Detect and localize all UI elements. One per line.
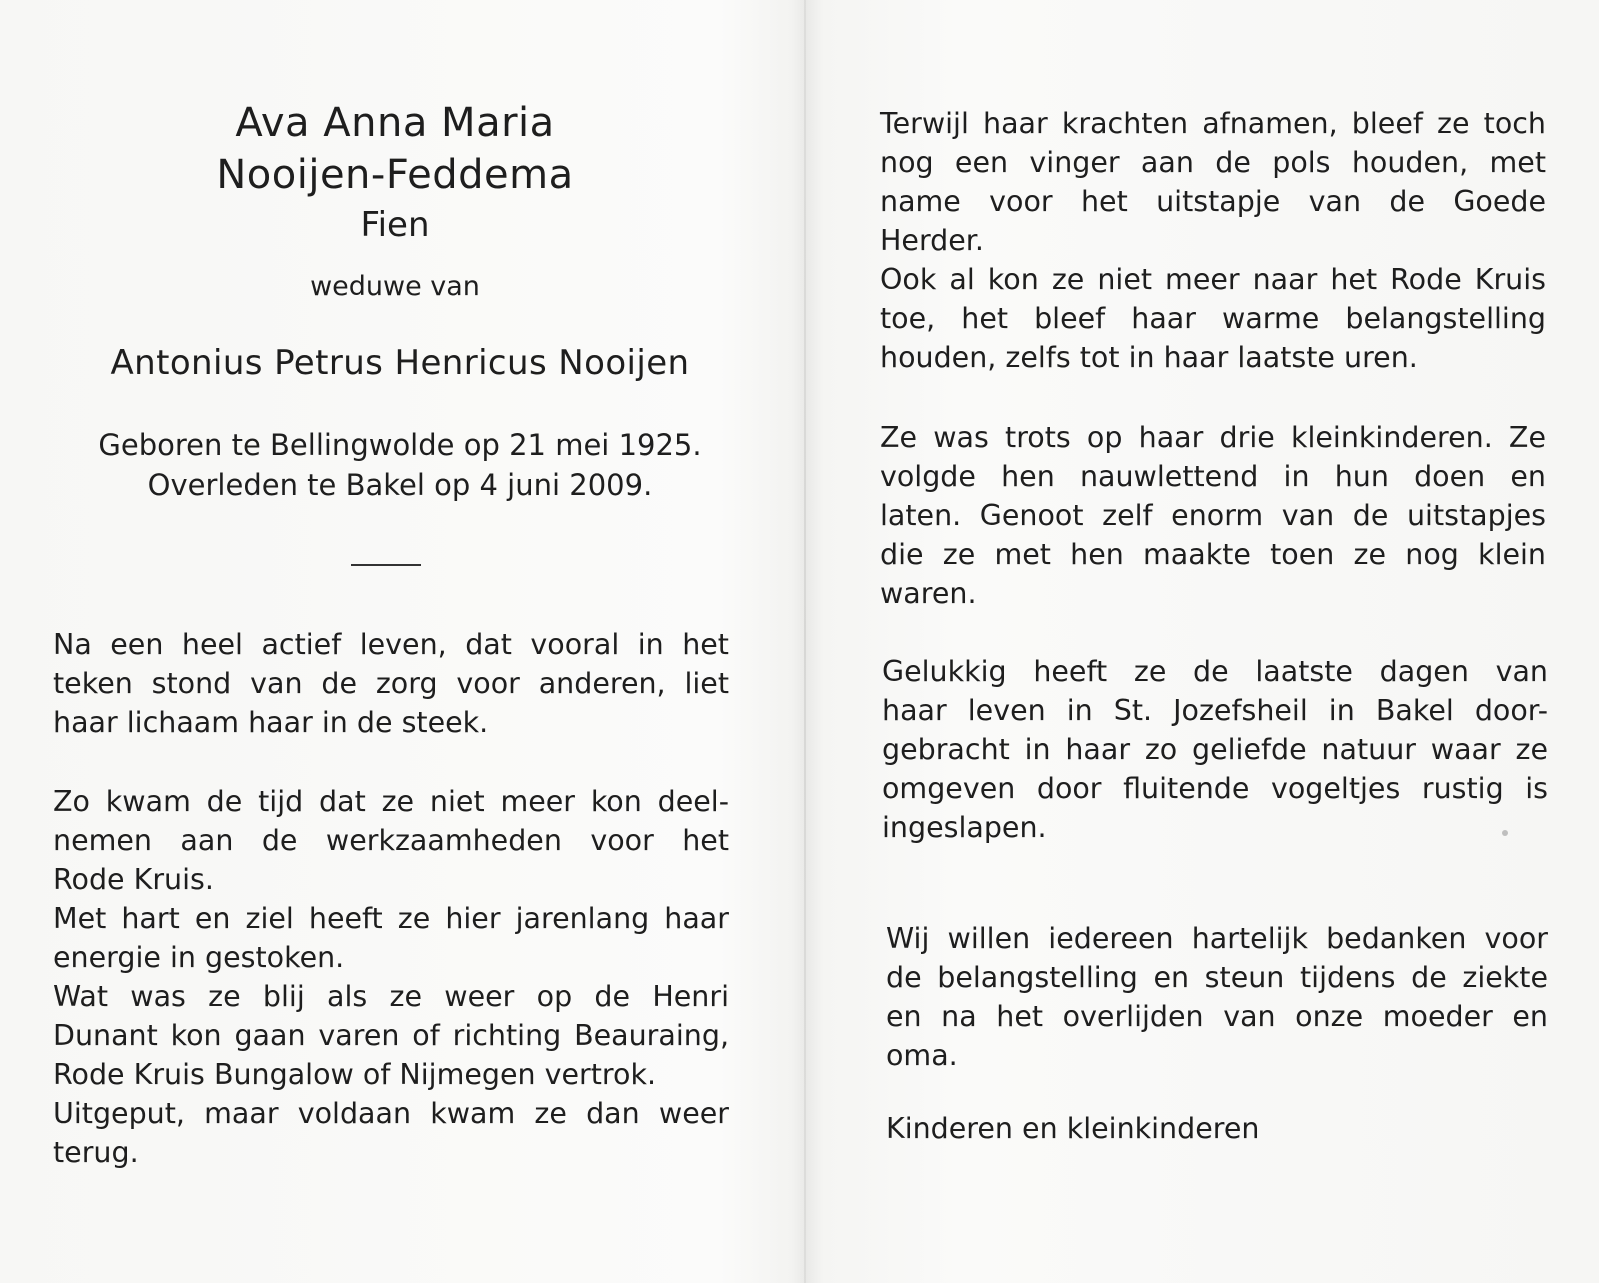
paper-speck <box>1502 830 1508 836</box>
text-line: volgde hen nauwlettend in hun doen en <box>880 460 1546 493</box>
text-line: nemen aan de werkzaamheden voor het <box>53 824 729 857</box>
text-line: Terwijl haar krachten afnamen, bleef ze toch <box>880 107 1546 140</box>
text-line: toe, het bleef haar warme belangstelling <box>880 302 1546 335</box>
husband-name: Antonius Petrus Henricus Nooijen <box>110 343 690 383</box>
text-line: nog een vinger aan de pols houden, met <box>880 146 1546 179</box>
text-line: en na het overlijden van onze moeder en <box>886 1000 1548 1033</box>
left-paragraph-2 <box>53 782 729 1172</box>
text-line: gebracht in haar zo geliefde natuur waar ze <box>882 733 1548 766</box>
text-line: Ook al kon ze niet meer naar het Rode Kruis <box>880 263 1546 296</box>
text-line: Met hart en ziel heeft ze hier jarenlang haar <box>53 902 729 935</box>
right-page <box>806 0 1599 1283</box>
text-line: terug. <box>53 1136 139 1169</box>
text-line: die ze met hen maakte toen ze nog klein <box>880 538 1546 571</box>
text-line: Uitgeput, maar voldaan kwam ze dan weer <box>53 1097 729 1130</box>
text-line: Ze was trots op haar drie kleinkinderen. Ze <box>880 421 1546 454</box>
text-line: Rode Kruis. <box>53 863 214 896</box>
text-line: houden, zelfs tot in haar laatste uren. <box>880 341 1418 374</box>
text-line: oma. <box>886 1039 958 1072</box>
deceased-name-last: Nooijen-Feddema <box>216 152 574 198</box>
right-paragraph-4 <box>886 919 1548 1075</box>
right-paragraph-3 <box>882 652 1548 847</box>
deceased-nickname: Fien <box>360 205 430 245</box>
text-line: name voor het uitstapje van de Goede <box>880 185 1546 218</box>
signature-line: Kinderen en kleinkinderen <box>886 1112 1260 1145</box>
text-line: ingeslapen. <box>882 811 1047 844</box>
text-line: Dunant kon gaan varen of richting Beauraing, <box>53 1019 729 1052</box>
text-line: Rode Kruis Bungalow of Nijmegen vertrok. <box>53 1058 657 1091</box>
deceased-name-first: Ava Anna Maria <box>235 100 555 146</box>
left-paragraph-1 <box>53 625 729 742</box>
text-line: Na een heel actief leven, dat vooral in het <box>53 628 729 661</box>
widow-of-label: weduwe van <box>310 271 480 302</box>
text-line: haar leven in St. Jozefsheil in Bakel door- <box>882 694 1548 727</box>
text-line: omgeven door fluitende vogeltjes rustig is <box>882 772 1548 805</box>
text-line: haar lichaam haar in de steek. <box>53 706 489 739</box>
right-paragraph-1 <box>880 104 1546 377</box>
text-line: energie in gestoken. <box>53 941 345 974</box>
text-line: de belangstelling en steun tijdens de ziekte <box>886 961 1548 994</box>
death-line: Overleden te Bakel op 4 juni 2009. <box>147 468 653 502</box>
text-line: waren. <box>880 577 977 610</box>
text-line: Herder. <box>880 224 984 257</box>
text-line: Wat was ze blij als ze weer op de Henri <box>53 980 729 1013</box>
birth-line: Geboren te Bellingwolde op 21 mei 1925. <box>98 428 702 462</box>
right-paragraph-2 <box>880 418 1546 613</box>
text-line: laten. Genoot zelf enorm van de uitstapjes <box>880 499 1546 532</box>
text-line: Zo kwam de tijd dat ze niet meer kon deel- <box>53 785 729 818</box>
text-line: teken stond van de zorg voor anderen, liet <box>53 667 729 700</box>
text-line: Wij willen iedereen hartelijk bedanken voor <box>886 922 1548 955</box>
text-line: Gelukkig heeft ze de laatste dagen van <box>882 655 1548 688</box>
divider <box>351 564 421 566</box>
